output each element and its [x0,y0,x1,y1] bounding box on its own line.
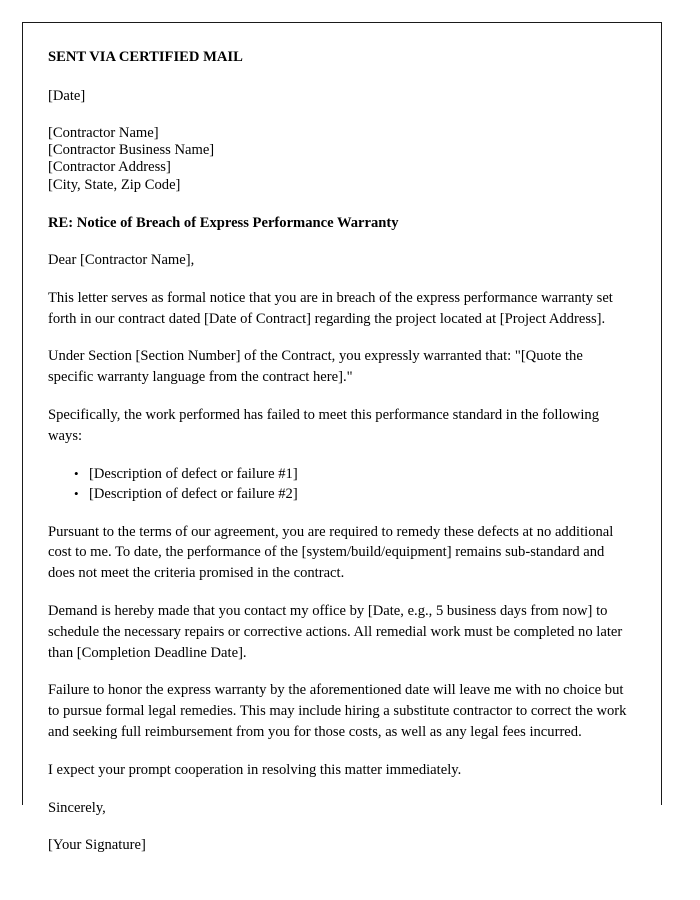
paragraph-consequences: Failure to honor the express warranty by the aforementioned date will leave me with no choice but to pursue formal legal remedies. This may include hiring a substitute contractor to correct the work and seeking full reimbursement from you for those costs, as well as any legal fees incurred. [48,682,627,740]
recipient-business-name: [Contractor Business Name] [48,142,215,159]
recipient-address-block [48,125,631,194]
bullet-point-icon: • [74,486,79,502]
defect-item-text: [Description of defect or failure #2] [89,486,298,503]
date-placeholder: [Date] [48,88,86,104]
list-item [74,484,631,505]
paragraph-notice: This letter serves as formal notice that you are in breach of the express performance warranty set forth in our contract dated [Date of Contract] regarding the project located at [Project Address]. [48,289,613,327]
bullet-point-icon: • [74,465,79,481]
letter-content [48,47,631,856]
paragraph-demand: Demand is hereby made that you contact my office by [Date, e.g., 5 business days from now] to schedule the necessary repairs or corrective actions. All remedial work must be completed no later than [Completion Deadline Date]. [48,602,623,661]
paragraph-warranty-quote: Under Section [Section Number] of the Contract, you expressly warranted that: "[Quote the specific warranty language from the contract here]." [48,348,583,386]
closing-salutation: Sincerely, [48,799,106,816]
paragraph-remedy: Pursuant to the terms of our agreement, you are required to remedy these defects at no additional cost to me. To date, the performance of the [system/build/equipment] remains sub-standard and does not meet the criteria promised in the contract. [48,523,614,582]
salutation: Dear [Contractor Name], [48,251,195,268]
list-item [74,464,631,485]
paragraph-failure-intro: Specifically, the work performed has failed to meet this performance standard in the following ways: [48,406,599,444]
recipient-name: [Contractor Name] [48,124,159,141]
defect-list [48,464,631,505]
paragraph-cooperation: I expect your prompt cooperation in resolving this matter immediately. [48,761,462,778]
certified-mail-heading: SENT VIA CERTIFIED MAIL [48,49,243,65]
signature-placeholder: [Your Signature] [48,837,146,854]
subject-line: RE: Notice of Breach of Express Performance Warranty [48,214,399,231]
letter-page [22,22,662,854]
defect-item-text: [Description of defect or failure #1] [89,465,298,482]
recipient-address: [Contractor Address] [48,159,171,176]
recipient-city-state-zip: [City, State, Zip Code] [48,176,181,193]
